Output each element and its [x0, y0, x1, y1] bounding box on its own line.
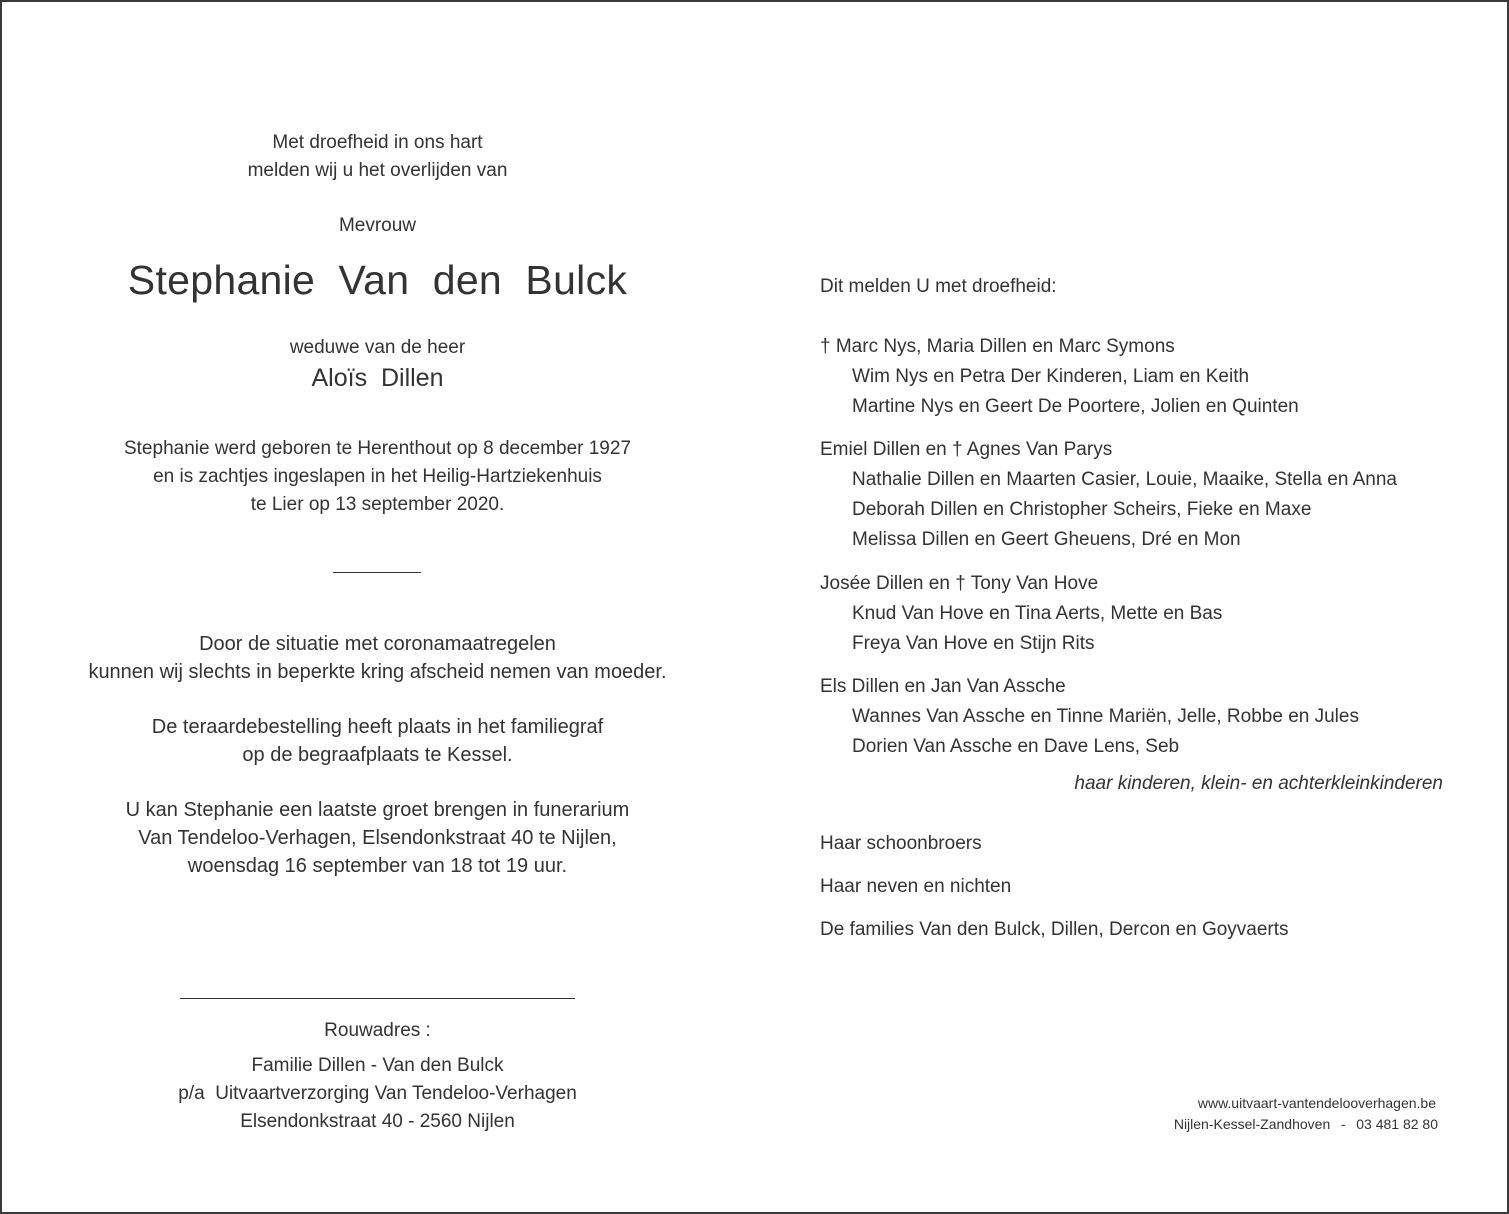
burial-line-1: De teraardebestelling heeft plaats in het familiegraf — [151, 716, 604, 738]
contact-separator: - — [1340, 1116, 1346, 1132]
corona-line-2: kunnen wij slechts in beperkte kring afscheid nemen van moeder. — [88, 661, 667, 683]
family-member: Knud Van Hove en Tina Aerts, Mette en Bas — [852, 603, 1223, 624]
family-member: Martine Nys en Geert De Poortere, Jolien en Quinten — [852, 396, 1299, 417]
family-member: Wim Nys en Petra Der Kinderen, Liam en Keith — [852, 366, 1250, 387]
family-signature: haar kinderen, klein- en achterkleinkinderen — [1074, 773, 1443, 794]
family-heading: Dit melden U met droefheid: — [820, 276, 1057, 297]
intro-line-2: melden wij u het overlijden van — [247, 160, 508, 181]
family-member: Melissa Dillen en Geert Gheuens, Dré en Mon — [852, 529, 1241, 550]
corona-line-1: Door de situatie met coronamaatregelen — [199, 633, 556, 655]
birth-death-line-2: en is zachtjes ingeslapen in het Heilig-Hartziekenhuis — [153, 466, 602, 487]
address-heading: Rouwadres : — [324, 1020, 431, 1041]
other-relatives-3: De families Van den Bulck, Dillen, Dercon en Goyvaerts — [820, 919, 1289, 940]
family-head-4: Els Dillen en Jan Van Assche — [820, 676, 1066, 697]
address-line-3: Elsendonkstraat 40 - 2560 Nijlen — [240, 1111, 515, 1132]
family-member: Deborah Dillen en Christopher Scheirs, Fieke en Maxe — [852, 499, 1312, 520]
funeral-home-locations: Nijlen-Kessel-Zandhoven — [1173, 1116, 1331, 1132]
family-member: Freya Van Hove en Stijn Rits — [852, 633, 1095, 654]
funeral-home-contact — [1174, 1114, 1438, 1134]
other-relatives-1: Haar schoonbroers — [820, 833, 982, 854]
address-line-2: p/a Uitvaartverzorging Van Tendeloo-Verhagen — [178, 1083, 577, 1104]
visit-line-3: woensdag 16 september van 18 tot 19 uur. — [187, 855, 568, 877]
funeral-home-phone: 03 481 82 80 — [1356, 1116, 1438, 1132]
family-member: Nathalie Dillen en Maarten Casier, Louie, Maaike, Stella en Anna — [852, 469, 1397, 490]
family-member: Dorien Van Assche en Dave Lens, Seb — [852, 736, 1180, 757]
family-head-1: † Marc Nys, Maria Dillen en Marc Symons — [820, 336, 1175, 357]
intro-line-1: Met droefheid in ons hart — [272, 132, 483, 153]
address-line-1: Familie Dillen - Van den Bulck — [251, 1055, 504, 1076]
birth-death-line-3: te Lier op 13 september 2020. — [250, 494, 505, 515]
title-prefix: Mevrouw — [338, 215, 417, 236]
long-divider — [180, 998, 575, 999]
burial-line-2: op de begraafplaats te Kessel. — [242, 744, 513, 766]
family-head-2: Emiel Dillen en † Agnes Van Parys — [820, 439, 1113, 460]
family-head-3: Josée Dillen en † Tony Van Hove — [820, 573, 1099, 594]
spouse-name: Aloïs Dillen — [311, 364, 444, 392]
deceased-name: Stephanie Van den Bulck — [127, 257, 628, 303]
spouse-intro: weduwe van de heer — [289, 337, 466, 358]
family-member: Wannes Van Assche en Tinne Mariën, Jelle, Robbe en Jules — [852, 706, 1359, 727]
birth-death-line-1: Stephanie werd geboren te Herenthout op 8 december 1927 — [123, 438, 632, 459]
funeral-home-website: www.uitvaart-vantendelooverhagen.be — [1197, 1095, 1436, 1111]
visit-line-1: U kan Stephanie een laatste groet brengen in funerarium — [125, 799, 630, 821]
visit-line-2: Van Tendeloo-Verhagen, Elsendonkstraat 40 te Nijlen, — [138, 827, 617, 849]
other-relatives-2: Haar neven en nichten — [820, 876, 1012, 897]
short-divider — [333, 572, 421, 573]
